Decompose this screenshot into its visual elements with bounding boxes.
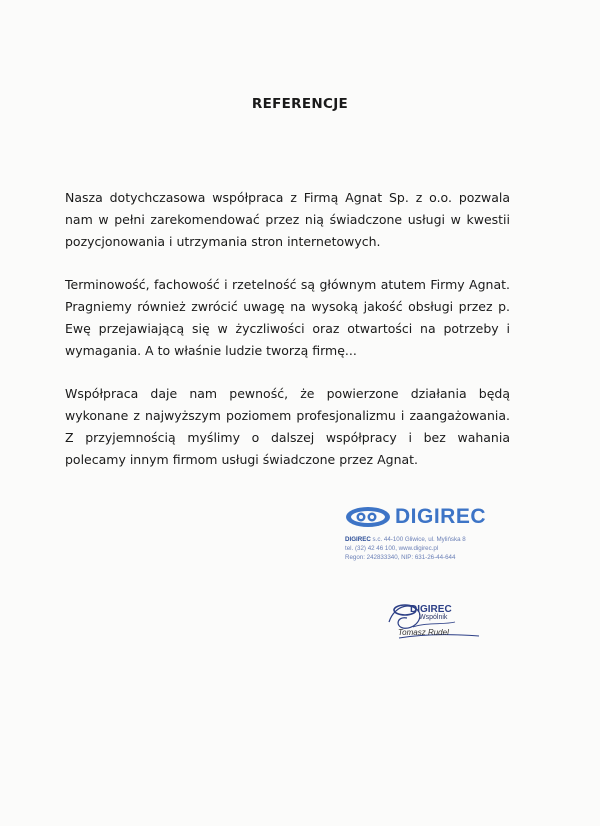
stamp-logo — [345, 505, 505, 529]
paragraph-2: Terminowość, fachowość i rzetelność są głównym atutem Firmy Agnat. Pragniemy również zwrócić uwagę na wysoką jakość obsługi przez p. Ewę przejawiającą się w życzliwości oraz otwartości na potrzeby i wymagania. A to właśnie ludzie tworzą firmę... — [65, 277, 510, 358]
paragraph-1: Nasza dotychczasowa współpraca z Firmą Agnat Sp. z o.o. pozwala nam w pełni zarekomendować przez nią świadczone usługi w kwestii pozycjonowania i utrzymania stron internetowych. — [65, 190, 510, 249]
stamp-address: s.c. 44-100 Gliwice, ul. Mylińska 8 — [372, 536, 466, 543]
stamp-registry-line: Regon: 242833340, NIP: 631-26-44-644 — [345, 554, 456, 561]
stamp-company-name: DIGIREC — [345, 536, 371, 543]
stamp-contact-line: tel. (32) 42 46 100, www.digirec.pl — [345, 545, 439, 552]
stamp-brand-name: DIGIREC — [395, 505, 487, 528]
stamp-address-line — [345, 535, 505, 544]
digirec-logo-icon — [345, 506, 391, 528]
signature-stamp-brand: DIGIREC — [410, 604, 452, 615]
letter-body — [65, 187, 510, 492]
document-title: REFERENCJE — [251, 96, 349, 112]
signature-role: Wspólnik — [419, 614, 448, 621]
company-stamp — [345, 505, 505, 562]
paragraph-3: Współpraca daje nam pewność, że powierzone działania będą wykonane z najwyższym poziomem profesjonalizmu i zaangażowania. Z przyjemnością myślimy o dalszej współpracy i bez wahania polecamy innym firmom usługi świadczone przez Agnat. — [65, 386, 510, 467]
signature-name: Tomasz Rudel — [398, 628, 449, 637]
